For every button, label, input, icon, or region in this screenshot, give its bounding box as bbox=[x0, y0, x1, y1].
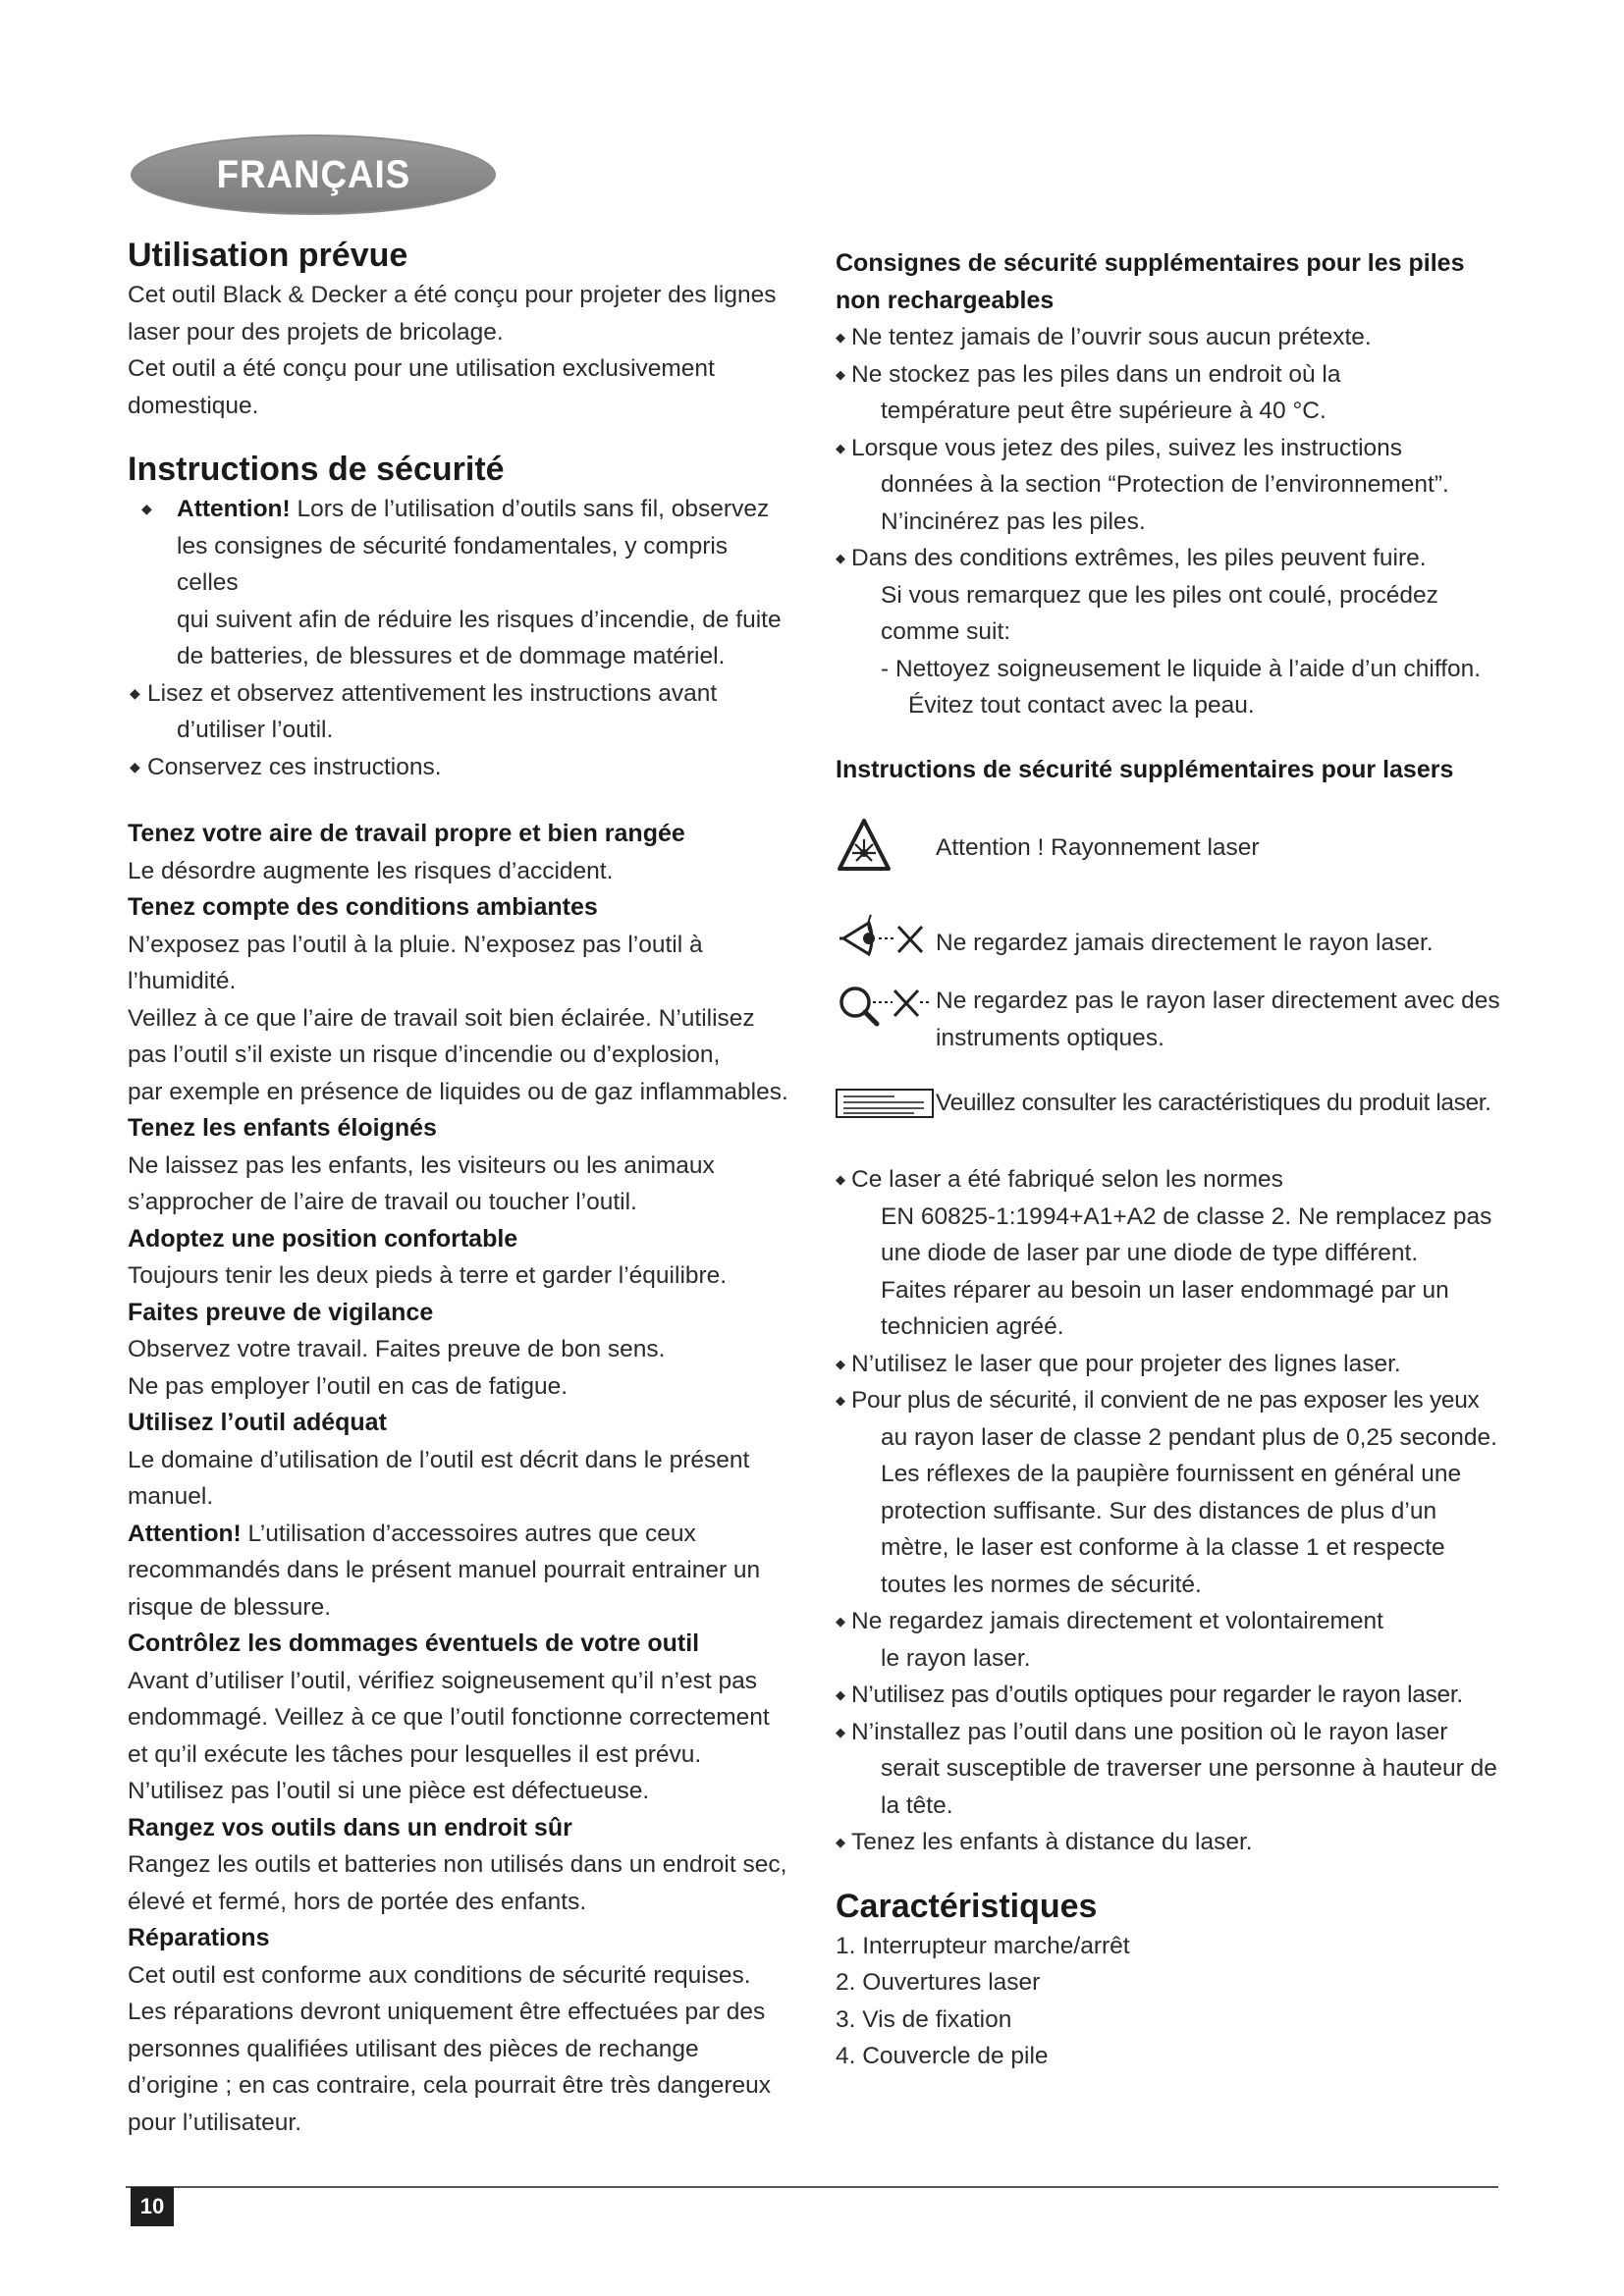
text-line: s’approcher de l’aire de travail ou toucher l’outil. bbox=[128, 1189, 637, 1215]
no-direct-look-row bbox=[836, 909, 1503, 983]
text-line: Le domaine d’utilisation de l’outil est décrit dans le présent bbox=[128, 1446, 750, 1473]
list-item: 3. Vis de fixation bbox=[836, 2005, 1012, 2033]
eye-laser-icon bbox=[836, 909, 936, 978]
section-heading: Adoptez une position confortable bbox=[128, 1224, 518, 1253]
text-line: recommandés dans le présent manuel pourrait entrainer un bbox=[128, 1557, 761, 1583]
text-line: par exemple en présence de liquides ou de gaz inflammables. bbox=[128, 1078, 788, 1105]
no-optics-text bbox=[936, 983, 1500, 1056]
text-line: L’utilisation d’accessoires autres que ceux bbox=[241, 1520, 696, 1547]
laser-label-icon bbox=[836, 1083, 936, 1130]
text-line: Pour plus de sécurité, il convient de ne pas exposer les yeux bbox=[851, 1387, 1480, 1414]
left-column bbox=[128, 234, 795, 2141]
text-line: d’origine ; en cas contraire, cela pourrait être très dangereux bbox=[128, 2072, 772, 2099]
section-heading: Rangez vos outils dans un endroit sûr bbox=[128, 1813, 572, 1842]
text-line: EN 60825-1:1994+A1+A2 de classe 2. Ne remplacez pas bbox=[881, 1202, 1492, 1230]
section-heading: Utilisez l’outil adéquat bbox=[128, 1409, 387, 1436]
section-heading: Réparations bbox=[128, 1924, 270, 1951]
bullet-icon: ◆ bbox=[836, 551, 845, 565]
language-label: FRANÇAIS bbox=[216, 152, 410, 196]
text-line: Cet outil est conforme aux conditions de sécurité requises. bbox=[128, 1961, 751, 1989]
text-line: non rechargeables bbox=[836, 286, 1055, 314]
list-item: 4. Couvercle de pile bbox=[836, 2043, 1049, 2069]
battery-bullet bbox=[836, 319, 1503, 356]
battery-bullet bbox=[836, 540, 1503, 724]
section-heading: Tenez les enfants éloignés bbox=[128, 1114, 437, 1142]
text-line: risque de blessure. bbox=[128, 1593, 332, 1621]
warning-first-line bbox=[128, 1516, 795, 1553]
text-line: toutes les normes de sécurité. bbox=[881, 1571, 1202, 1598]
position-section bbox=[128, 1221, 795, 1295]
text-line: Ne stockez pas les piles dans un endroit où la bbox=[851, 360, 1341, 388]
bullet-icon: ◆ bbox=[836, 1356, 845, 1371]
battery-safety-title bbox=[836, 245, 1503, 319]
bullet-icon: ◆ bbox=[130, 684, 140, 701]
safety-bullet-keep bbox=[128, 749, 795, 786]
text-line: instruments optiques. bbox=[936, 1024, 1164, 1051]
bullet-icon: ◆ bbox=[130, 758, 140, 774]
repairs-section bbox=[128, 1920, 795, 2141]
text-line: N’utilisez le laser que pour projeter des lignes laser. bbox=[851, 1350, 1401, 1377]
product-label-text: Veuillez consulter les caractéristiques du produit laser. bbox=[936, 1090, 1491, 1116]
text-line: technicien agréé. bbox=[881, 1313, 1064, 1340]
conditions-section bbox=[128, 889, 795, 1110]
text-line: d’utiliser l’outil. bbox=[177, 717, 334, 743]
text-line: Faites réparer au besoin un laser endommagé par un bbox=[881, 1276, 1449, 1304]
attention-label: Attention! bbox=[128, 1520, 242, 1547]
text-line: comme suit: bbox=[881, 618, 1011, 645]
text-line: Lorsque vous jetez des piles, suivez les instructions bbox=[851, 434, 1403, 461]
laser-safety-title: Instructions de sécurité supplémentaires pour lasers bbox=[836, 755, 1454, 783]
safety-bullet-read bbox=[128, 675, 795, 749]
text-line: de batteries, de blessures et de dommage matériel. bbox=[177, 643, 726, 669]
text-line: Si vous remarquez que les piles ont coulé, procédez bbox=[881, 581, 1438, 609]
text-line: Tenez les enfants à distance du laser. bbox=[851, 1829, 1253, 1855]
bullet-icon: ◆ bbox=[836, 1393, 845, 1408]
accessories-warning bbox=[128, 1516, 795, 1627]
text-line: Avant d’utiliser l’outil, vérifiez soigneusement qu’il n’est pas bbox=[128, 1667, 757, 1694]
text-line: protection suffisante. Sur des distances de plus d’un bbox=[881, 1497, 1437, 1524]
text-line: pas l’outil s’il existe un risque d’incendie ou d’explosion, bbox=[128, 1041, 721, 1068]
page-number: 10 bbox=[131, 2187, 174, 2226]
bullet-icon: ◆ bbox=[141, 501, 152, 516]
laser-bullet bbox=[836, 1382, 1503, 1603]
laser-bullet bbox=[836, 1346, 1503, 1383]
children-section bbox=[128, 1110, 795, 1221]
right-column bbox=[836, 245, 1503, 2075]
text-line: Rangez les outils et batteries non utilisés dans un endroit sec, bbox=[128, 1851, 787, 1878]
damage-section bbox=[128, 1626, 795, 1810]
list-item: 1. Interrupteur marche/arrêt bbox=[836, 1932, 1130, 1959]
battery-bullet bbox=[836, 430, 1503, 541]
language-badge bbox=[131, 134, 496, 215]
text-line: mètre, le laser est conforme à la classe 1 et respecte bbox=[881, 1534, 1445, 1561]
bullet-icon: ◆ bbox=[836, 1614, 845, 1629]
storage-section bbox=[128, 1810, 795, 1921]
text-line: endommagé. Veillez à ce que l’outil fonctionne correctement bbox=[128, 1704, 770, 1731]
laser-warning-text: Attention ! Rayonnement laser bbox=[936, 834, 1260, 861]
text-line: Consignes de sécurité supplémentaires pour les piles bbox=[836, 249, 1465, 277]
intended-use-title: Utilisation prévue bbox=[128, 237, 408, 274]
laser-bullet bbox=[836, 1603, 1503, 1677]
text-line: élevé et fermé, hors de portée des enfants. bbox=[128, 1888, 587, 1915]
text-line: domestique. bbox=[128, 392, 259, 419]
text-line: Cet outil a été conçu pour une utilisation exclusivement bbox=[128, 355, 715, 382]
text-line: Les réflexes de la paupière fournissent en général une bbox=[881, 1461, 1462, 1487]
text-line: Conservez ces instructions. bbox=[147, 753, 442, 780]
text-line: Ne tentez jamais de l’ouvrir sous aucun prétexte. bbox=[851, 324, 1372, 350]
product-label-row bbox=[836, 1083, 1503, 1161]
no-direct-look-text: Ne regardez jamais directement le rayon laser. bbox=[936, 930, 1434, 956]
laser-bullet bbox=[836, 1714, 1503, 1825]
text-line: Le désordre augmente les risques d’accident. bbox=[128, 857, 614, 884]
features-list bbox=[836, 1928, 1503, 2075]
features-title: Caractéristiques bbox=[836, 1887, 1098, 1925]
laser-warning-row bbox=[836, 818, 1503, 891]
workarea-section bbox=[128, 816, 795, 889]
bullet-icon: ◆ bbox=[836, 440, 845, 455]
text-line: serait susceptible de traverser une personne à hauteur de bbox=[881, 1755, 1497, 1782]
text-line: Observez votre travail. Faites preuve de bon sens. bbox=[128, 1336, 666, 1362]
text-line: Ne regardez jamais directement et volontairement bbox=[851, 1608, 1383, 1634]
section-heading: Tenez compte des conditions ambiantes bbox=[128, 893, 598, 921]
text-line: qui suivent afin de réduire les risques d’incendie, de fuite bbox=[177, 606, 782, 633]
bullet-icon: ◆ bbox=[836, 366, 845, 382]
intended-use-text bbox=[128, 277, 795, 424]
no-optics-row bbox=[836, 983, 1503, 1079]
vigilance-section bbox=[128, 1295, 795, 1406]
text-line: le rayon laser. bbox=[881, 1644, 1031, 1672]
text-line: Toujours tenir les deux pieds à terre et garder l’équilibre. bbox=[128, 1262, 728, 1289]
footer-divider bbox=[126, 2186, 1498, 2188]
text-line: N’installez pas l’outil dans une position où le rayon laser bbox=[851, 1718, 1448, 1745]
section-heading: Faites preuve de vigilance bbox=[128, 1298, 434, 1326]
text-line: les consignes de sécurité fondamentales, y compris celles bbox=[177, 532, 729, 596]
text-line: N’incinérez pas les piles. bbox=[881, 507, 1146, 535]
text-line: Évitez tout contact avec la peau. bbox=[908, 692, 1255, 719]
correct-tool-section bbox=[128, 1405, 795, 1516]
text-line: la tête. bbox=[881, 1791, 953, 1819]
bullet-icon: ◆ bbox=[836, 330, 845, 345]
section-heading: Tenez votre aire de travail propre et bien rangée bbox=[128, 820, 685, 847]
laser-bullet bbox=[836, 1824, 1503, 1861]
laser-bullet bbox=[836, 1161, 1503, 1346]
text-line: - Nettoyez soigneusement le liquide à l’aide d’un chiffon. bbox=[881, 655, 1482, 682]
text-line: une diode de laser par une diode de type différent. bbox=[881, 1240, 1419, 1266]
text-line: Lors de l’utilisation d’outils sans fil, observez bbox=[297, 496, 770, 522]
safety-bullet-attention bbox=[128, 491, 795, 675]
section-heading: Contrôlez les dommages éventuels de votre outil bbox=[128, 1629, 700, 1657]
text-line: Ce laser a été fabriqué selon les normes bbox=[851, 1166, 1283, 1193]
laser-warning-icon bbox=[836, 818, 936, 884]
text-line: N’utilisez pas d’outils optiques pour regarder le rayon laser. bbox=[851, 1682, 1463, 1708]
battery-bullet bbox=[836, 356, 1503, 430]
text-line: et qu’il exécute les tâches pour lesquelles il est prévu. bbox=[128, 1740, 702, 1768]
text-line: Les réparations devront uniquement être effectuées par des bbox=[128, 1999, 766, 2025]
text-line: personnes qualifiées utilisant des pièces de rechange bbox=[128, 2035, 699, 2062]
text-line: Ne regardez pas le rayon laser directement avec des bbox=[936, 988, 1500, 1014]
bullet-icon: ◆ bbox=[836, 1724, 845, 1739]
text-line: N’utilisez pas l’outil si une pièce est défectueuse. bbox=[128, 1778, 650, 1804]
text-line: Cet outil Black & Decker a été conçu pour projeter des lignes bbox=[128, 282, 777, 308]
attention-label: Attention! bbox=[177, 496, 291, 522]
bullet-icon: ◆ bbox=[836, 1687, 845, 1702]
safety-title: Instructions de sécurité bbox=[128, 451, 505, 488]
text-line: température peut être supérieure à 40 °C. bbox=[881, 398, 1326, 424]
bullet-icon: ◆ bbox=[836, 1172, 845, 1187]
text-line: au rayon laser de classe 2 pendant plus de 0,25 seconde. bbox=[881, 1423, 1497, 1451]
text-line: N’exposez pas l’outil à la pluie. N’exposez pas l’outil à l’humidité. bbox=[128, 931, 703, 994]
text-line: manuel. bbox=[128, 1483, 214, 1510]
text-line: Veillez à ce que l’aire de travail soit bien éclairée. N’utilisez bbox=[128, 1004, 755, 1032]
bullet-icon: ◆ bbox=[836, 1835, 845, 1849]
text-line: pour l’utilisateur. bbox=[128, 2109, 302, 2136]
text-line: laser pour des projets de bricolage. bbox=[128, 318, 504, 346]
laser-bullet bbox=[836, 1677, 1503, 1714]
magnifier-laser-icon bbox=[836, 983, 936, 1043]
list-item: 2. Ouvertures laser bbox=[836, 1969, 1041, 1996]
text-line: Dans des conditions extrêmes, les piles peuvent fuire. bbox=[851, 545, 1427, 571]
text-line: données à la section “Protection de l’environnement”. bbox=[881, 471, 1449, 498]
text-line: Ne laissez pas les enfants, les visiteurs ou les animaux bbox=[128, 1151, 715, 1179]
text-line: Ne pas employer l’outil en cas de fatigue. bbox=[128, 1372, 568, 1400]
text-line: Lisez et observez attentivement les instructions avant bbox=[147, 679, 718, 707]
